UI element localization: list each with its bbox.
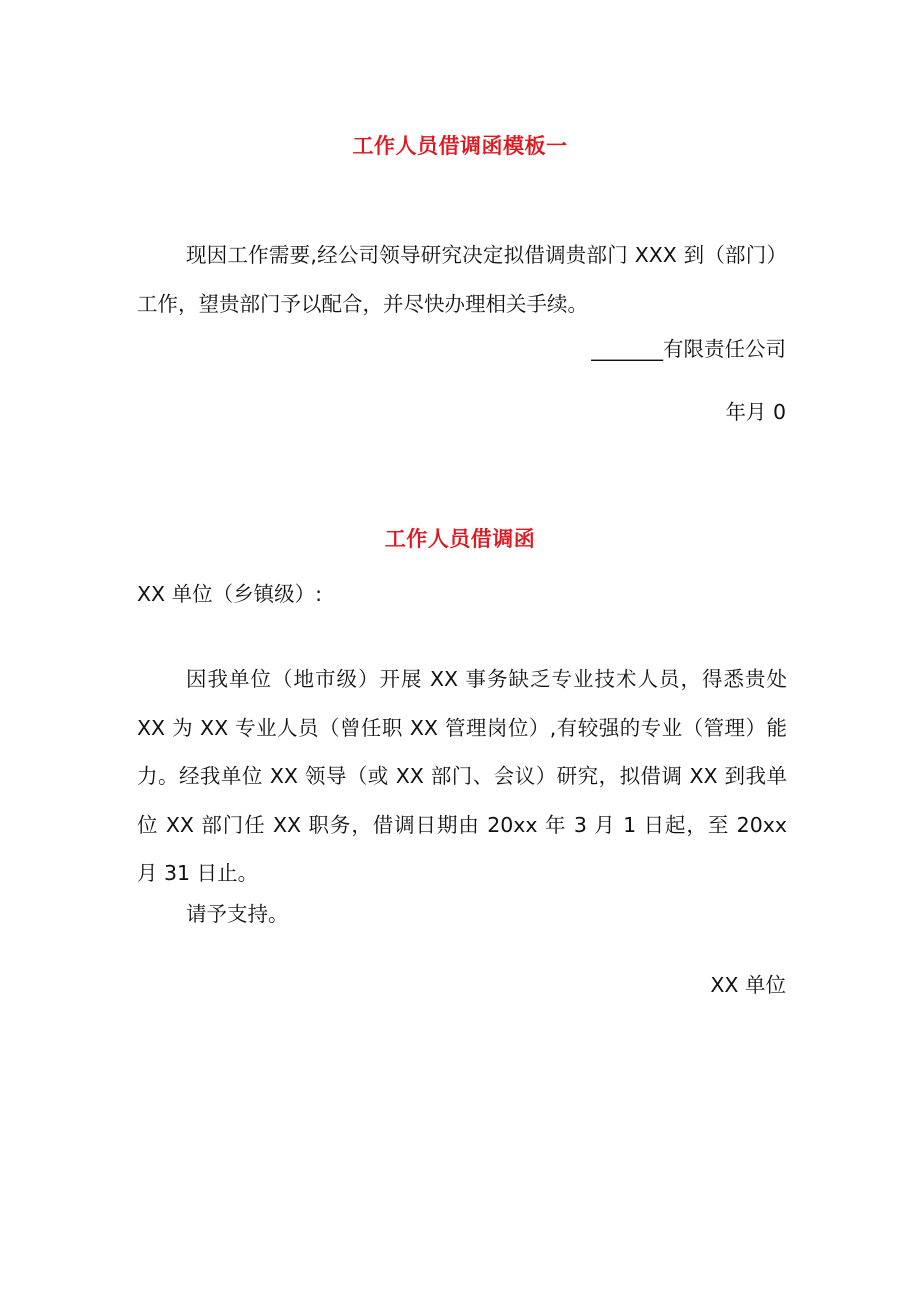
salutation: XX 单位（乡镇级）: <box>137 582 323 606</box>
document-title-2: 工作人员借调函 <box>384 527 536 551</box>
body-paragraph-2: 因我单位（地市级）开展 XX 事务缺乏专业技术人员，得悉贵处 XX 为 XX 专业人员（曾任职 XX 管理岗位）,有较强的专业（管理）能力。经我单位 XX 领导（或 XX 部门、会议）研究，拟借调 XX 到我单位 XX 部门任 XX 职务，借调日期由 20xx 年 3 月 1 日起，至 20xx 月 31 日止。 <box>137 667 787 885</box>
date-line: 年月 0 <box>725 400 786 424</box>
document-title-1: 工作人员借调函模板一 <box>352 134 568 158</box>
body-paragraph-1: 现因工作需要,经公司领导研究决定拟借调贵部门 XXX 到（部门）工作，望贵部门予以配合，并尽快办理相关手续。 <box>137 243 787 316</box>
closing-line: 请予支持。 <box>186 902 289 926</box>
unit-signature: XX 单位 <box>710 973 786 997</box>
company-signature: _______有限责任公司 <box>591 337 786 361</box>
